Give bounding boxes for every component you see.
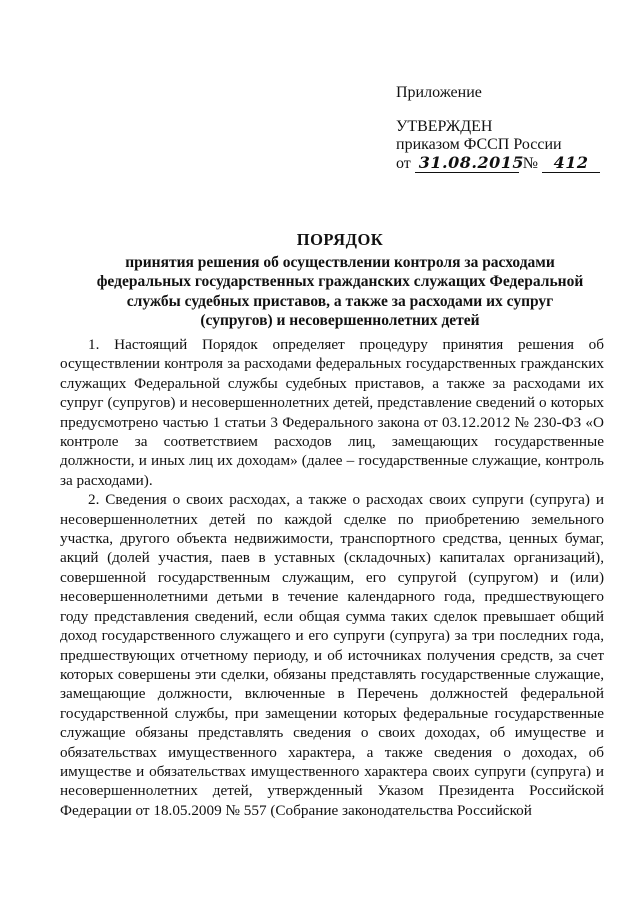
- title-line: принятия решения об осуществлении контроля за расходами: [125, 253, 555, 271]
- title-main: ПОРЯДОК: [296, 230, 384, 249]
- approval-stamp-block: [396, 84, 600, 173]
- approved-label: УТВЕРЖДЕН: [396, 118, 493, 135]
- document-title: [90, 230, 590, 331]
- order-line: приказом ФССП России: [396, 136, 562, 153]
- from-label: от: [396, 155, 411, 172]
- appendix-label: Приложение: [396, 84, 482, 101]
- paragraph-1: 1. Настоящий Порядок определяет процедуру принятия решения об осуществлении контроля за расходами федеральных государственных гражданских служащих Федеральной службы судебных приставов, а также за расходами их супруг (супругов) и несовершеннолетних детей, представление сведений о которых предусмотрено частью 1 статьи 3 Федерального закона от 03.12.2012 № 230-ФЗ «О контроле за соответствием расходов лиц, замещающих государственные должности, и иных лиц их доходам» (далее – государственные служащие, контроль за расходами).: [60, 336, 604, 489]
- handwritten-number: 412: [542, 154, 600, 173]
- title-line: службы судебных приставов, а также за расходами их супруг: [126, 292, 554, 310]
- document-body: [60, 335, 604, 820]
- title-line: федеральных государственных гражданских служащих Федеральной: [96, 273, 584, 290]
- date-number-line: [396, 154, 600, 173]
- title-line: (супругов) и несовершеннолетних детей: [200, 312, 480, 329]
- paragraph-2: 2. Сведения о своих расходах, а также о расходах своих супруги (супруга) и несовершеннолетних детей по каждой сделке по приобретению земельного участка, другого объекта недвижимости, транспортного средства, ценных бумаг, акций (долей участия, паев в уставных (складочных) капиталах организаций), совершенной государственным служащим, его супругой (супругом) и (или) несовершеннолетними детьми в течение календарного года, предшествующего году представления сведений, если общая сумма таких сделок превышает общий доход государственного служащего и его супруги (супруга) за три последних года, предшествующих отчетному периоду, и об источниках получения средств, за счет которых совершены эти сделки, обязаны представлять государственные служащие, замещающие должности, включенные в Перечень должностей федеральной государственной службы, при замещении которых федеральные государственные служащие обязаны представлять сведения о своих доходах, об имуществе и обязательствах имущественного характера, а также сведения о доходах, об имуществе и обязательствах имущественного характера своих супруги (супруга) и несовершеннолетних детей, утвержденный Указом Президента Российской Федерации от 18.05.2009 № 557 (Собрание законодательства Российской: [60, 491, 604, 819]
- number-label: №: [522, 155, 539, 172]
- handwritten-date: 31.08.2015: [415, 154, 519, 173]
